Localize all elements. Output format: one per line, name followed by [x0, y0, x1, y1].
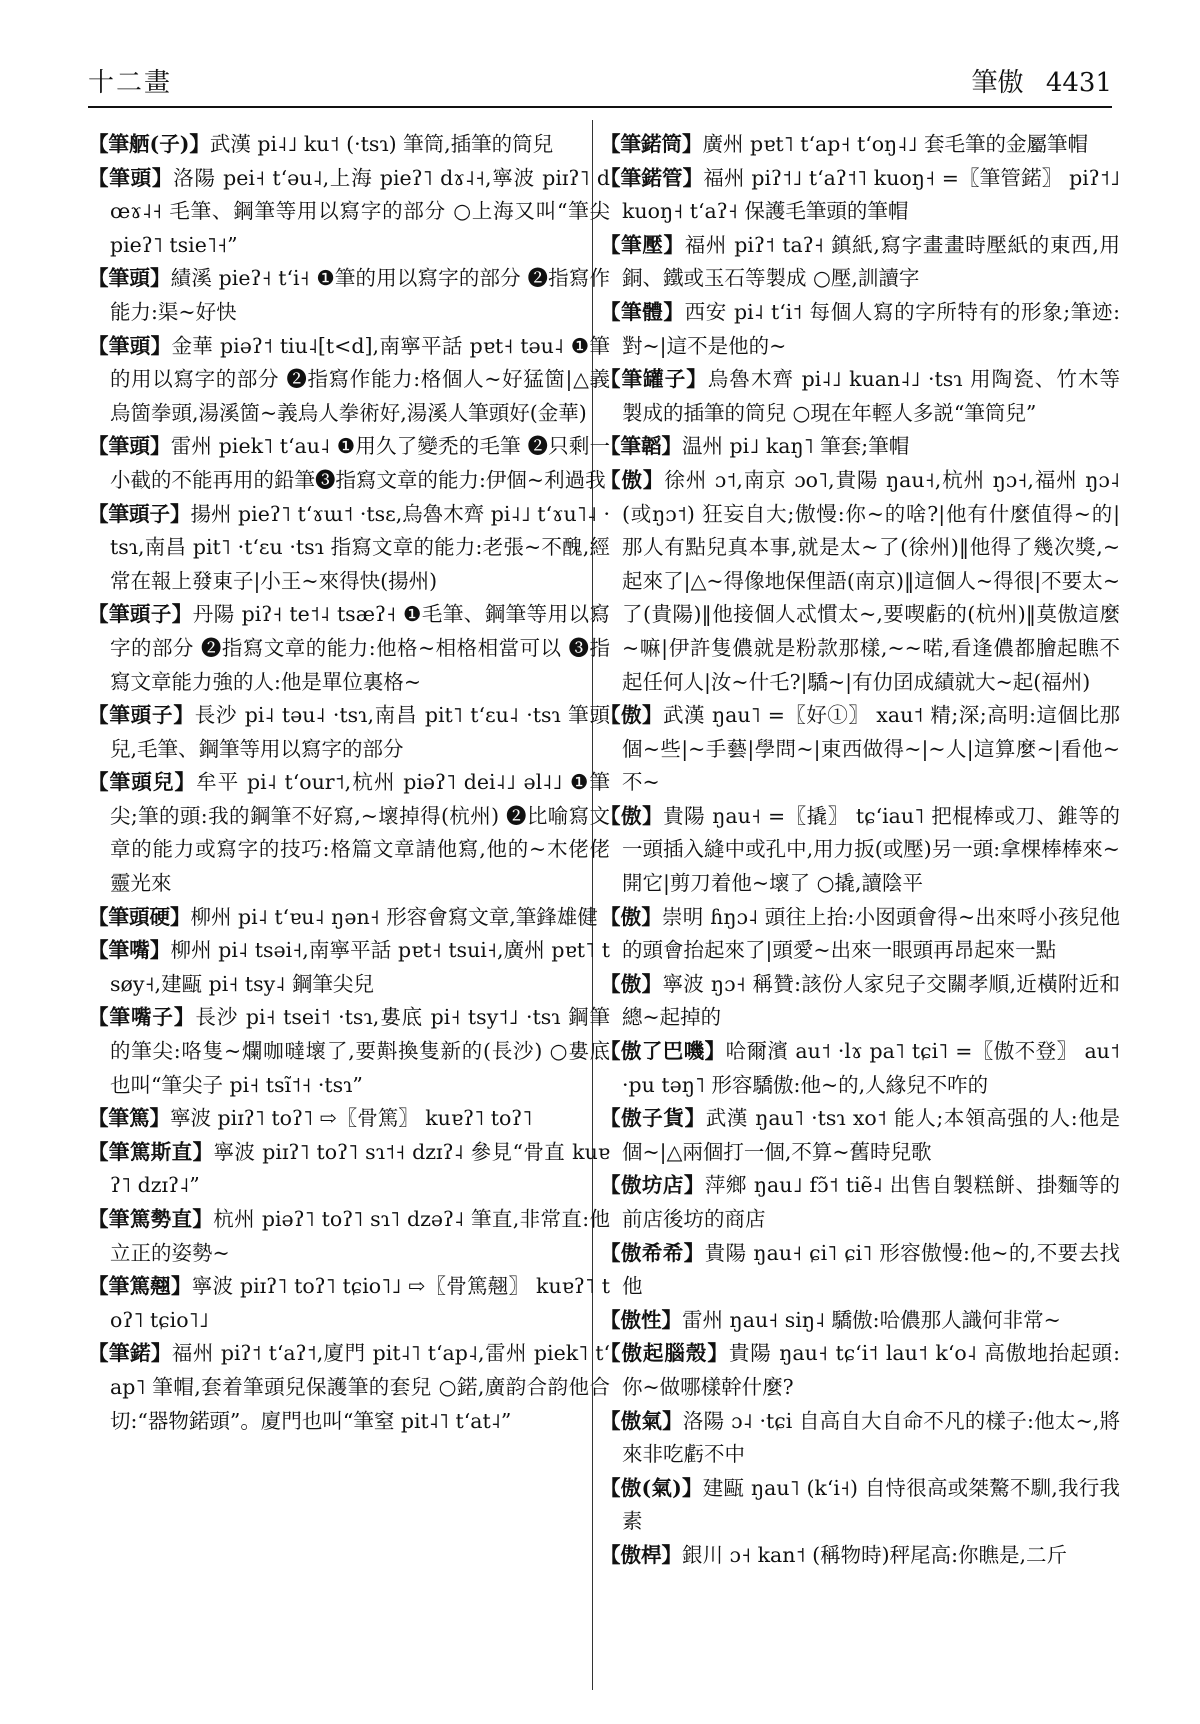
entry-text: 柳州 pi˨ tsəi˧,南寧平話 pɐt˧ tsui˧,廣州 pɐt˥ tsøy˧,建甌 pi˧ tsy˨ 鋼筆尖兒	[110, 938, 610, 996]
entry-text: 柳州 pi˨ tʻɐu˨ ŋən˧ 形容會寫文章,筆鋒雄健	[190, 904, 598, 929]
entry-headword: 【筆嘴】	[88, 938, 171, 963]
entry-headword: 【傲】	[600, 467, 665, 492]
entry-text: 銀川 ɔ˧ kan˦ (稱物時)秤尾高:你瞧是,二斤	[682, 1542, 1068, 1567]
entry-text: 雷州 ŋau˧ siŋ˨ 驕傲:哈儂那人識何非常~	[682, 1307, 1061, 1332]
entry-text: 杭州 piəʔ˥ toʔ˥ sɿ˥ dzəʔ˨ 筆直,非常直:他立正的姿勢~	[110, 1207, 610, 1265]
entry-headword: 【筆鍩管】	[600, 165, 704, 190]
entry-headword: 【傲】	[600, 803, 664, 828]
dictionary-entry	[88, 699, 610, 766]
dictionary-entry	[600, 1472, 1120, 1539]
entry-text: 寧波 piɪʔ˥ toʔ˥ ⇨〖骨篤〗 kuɐʔ˥ toʔ˥	[170, 1106, 533, 1131]
dictionary-entry	[600, 128, 1120, 162]
dictionary-entry	[600, 699, 1120, 800]
dictionary-entry	[600, 901, 1120, 968]
entry-headword: 【傲坊店】	[600, 1173, 705, 1198]
dictionary-entry	[88, 1337, 610, 1438]
entry-text: 貴陽 ŋau˧ =〖撬〗 tɕʻiau˥ 把棍棒或刀、錐等的一頭插入縫中或孔中,用力扳(或壓)另一頭:拿棵棒棒來~開它|剪刀着他~壞了 ○撬,讀陰平	[622, 803, 1121, 896]
entry-text: 寧波 ŋɔ˧ 稱贊:該份人家兒子交關孝順,近橫附近和總~起掉的	[622, 971, 1121, 1030]
entry-text: 徐州 ɔ˦,南京 ɔo˥,貴陽 ŋau˧,杭州 ŋɔ˧,福州 ŋɔ˨(或ŋɔ˦) 狂妄自大;傲慢:你~的啥?|他有什麼值得~的|那人有點兒真本事,就是太~了(徐州)‖他得了幾次獎,~起來了|△~得像地保俚語(南京)‖這個人~得很|不要太~了(貴陽)‖他接個人忒慣太~,要喫虧的(杭州)‖莫傲這麼~嘛|伊許隻儂就是粉款那樣,~~喏,看逢儂都膾起瞧不起任何人|汝~什乇?|驕~|有仂囝成績就大~起(福州)	[622, 467, 1121, 694]
entry-headword: 【筆頭子】	[88, 703, 195, 728]
entry-headword: 【筆頭子】	[88, 501, 191, 526]
running-head	[958, 62, 1112, 99]
dictionary-entry	[600, 1035, 1120, 1102]
dictionary-entry	[88, 128, 610, 162]
entry-headword: 【筆韜】	[600, 434, 682, 459]
dictionary-entry	[600, 1337, 1120, 1404]
entry-headword: 【筆篤翹】	[88, 1274, 192, 1299]
dictionary-entry	[88, 1102, 610, 1136]
section-title: 十二畫	[88, 68, 173, 98]
entry-text: 寧波 piɪʔ˥ toʔ˥ tɕio˥˩ ⇨〖骨篤翹〗 kuɐʔ˥ toʔ˥ tɕio˥˩	[110, 1274, 610, 1332]
dictionary-entry	[88, 934, 610, 1001]
entry-headword: 【筆篤勢直】	[88, 1207, 214, 1231]
dictionary-entry	[88, 766, 610, 900]
entry-headword: 【傲起腦殼】	[600, 1341, 729, 1366]
entry-headword: 【筆篤】	[88, 1106, 170, 1131]
dictionary-entry	[600, 363, 1120, 430]
entry-text: 貴陽 ŋau˧ tɕʻi˦ lau˦ kʻo˨ 高傲地抬起頭:你~做哪樣幹什麼?	[622, 1341, 1121, 1399]
dictionary-entry	[88, 598, 610, 699]
dictionary-entry	[600, 296, 1120, 363]
dictionary-entry	[600, 800, 1120, 901]
dictionary-entry	[600, 1304, 1120, 1338]
entry-headword: 【傲】	[600, 703, 663, 728]
entry-text: 丹陽 piʔ˧ te˦˨ tsæʔ˧ ❶毛筆、鋼筆等用以寫字的部分 ❷指寫文章的能力:他格~相格相當可以 ❸指寫文章能力強的人:他是單位裏格~	[110, 602, 610, 694]
dictionary-entry	[600, 229, 1120, 296]
entry-headword: 【筆頭硬】	[88, 904, 191, 929]
entry-text: 西安 pi˨ tʻi˦ 每個人寫的字所特有的形象;筆迹:對~|這不是他的~	[622, 299, 1121, 358]
entry-text: 雷州 piek˥ tʻau˨ ❶用久了變禿的毛筆 ❷只剩一小截的不能再用的鉛筆❸指寫文章的能力:伊個~利過我	[110, 434, 611, 492]
dictionary-entry	[600, 1405, 1120, 1472]
entry-text: 武漢 ŋau˥ ·tsɿ xo˦ 能人;本領高强的人:他是個~|△兩個打一個,不算~舊時兒歌	[622, 1106, 1121, 1164]
entry-text: 福州 piʔ˦˩ tʻaʔ˦˥ kuoŋ˧ =〖筆管鍩〗 piʔ˦˩ kuoŋ˧ tʻaʔ˧ 保護毛筆頭的筆帽	[622, 165, 1121, 224]
dictionary-entry	[600, 1169, 1120, 1236]
entry-text: 洛陽 pei˧ tʻəu˨,上海 pieʔ˥ dɤ˨˧,寧波 piɪʔ˥ dœɤ˨˧ 毛筆、鋼筆等用以寫字的部分 ○上海又叫“筆尖 pieʔ˥ tsie˥˧”	[110, 165, 610, 257]
entry-text: 武漢 pi˨˩ ku˦ (·tsɿ) 筆筒,插筆的筒兒	[209, 132, 554, 156]
entry-headword: 【筆頭兒】	[88, 770, 197, 795]
entry-headword: 【傲希希】	[600, 1240, 705, 1265]
right-column	[600, 128, 1120, 1573]
entry-text: 萍鄉 ŋau˩ fɔ̃˦ tiẽ˨ 出售自製糕餅、掛麵等的前店後坊的商店	[622, 1173, 1120, 1231]
entry-headword: 【傲子貨】	[600, 1106, 706, 1131]
entry-text: 哈爾濱 au˦ ·lɤ pa˥ tɕi˥ =〖傲不登〗 au˦ ·pu təŋ˥ 形容驕傲:他~的,人緣兒不咋的	[622, 1039, 1120, 1097]
entry-headword: 【筆舾(子)】	[88, 132, 210, 156]
entry-headword: 【筆頭】	[88, 333, 172, 358]
entry-text: 洛陽 ɔ˨ ·tɕi 自高自大自命不凡的樣子:他太~,將來非吃虧不中	[622, 1408, 1121, 1467]
dictionary-entry	[88, 162, 610, 263]
entry-text: 揚州 pieʔ˥ tʻɤɯ˦ ·tsɛ,烏魯木齊 pi˨˩ tʻɤu˥˨ ·tsɿ,南昌 pit˥ ·tʻɛu ·tsɿ 指寫文章的能力:老張~不醜,經常在報上發東子|小王~來得快(揚州)	[110, 501, 610, 593]
entry-headword: 【傲氣】	[600, 1408, 683, 1433]
dictionary-entry	[600, 1102, 1120, 1169]
entry-headword: 【傲性】	[600, 1307, 682, 1332]
dictionary-entry	[600, 1539, 1120, 1573]
entry-text: 金華 piəʔ˦ tiu˨[t<d],南寧平話 pɐt˧ təu˨ ❶筆的用以寫字的部分 ❷指寫作能力:格個人~好猛箇|△義烏箇拳頭,湯溪箇~義烏人拳術好,湯溪人筆頭好(金華)	[110, 333, 611, 425]
entry-text: 長沙 pi˨ təu˨ ·tsɿ,南昌 pit˥ tʻɛu˨ ·tsɿ 筆頭兒,毛筆、鋼筆等用以寫字的部分	[110, 703, 610, 761]
entry-headword: 【筆頭】	[88, 165, 174, 190]
dictionary-entry	[88, 901, 610, 935]
entry-headword: 【筆頭】	[88, 266, 171, 291]
dictionary-entry	[88, 330, 610, 431]
entry-text: 福州 piʔ˦ tʻaʔ˦,廈門 pit˨˥ tʻap˨,雷州 piek˥ tʻap˥ 筆帽,套着筆頭兒保護筆的套兒 ○鍩,廣韵合韵他合切:“器物鍩頭”。廈門也叫“筆窒 pit˨˥ tʻat˨”	[110, 1341, 610, 1433]
entry-text: 武漢 ŋau˥ =〖好①〗 xau˦ 精;深;高明:這個比那個~些|~手藝|學問~|東西做得~|~人|這算麼~|看他~不~	[622, 703, 1121, 795]
dictionary-entry	[600, 162, 1120, 229]
entry-text: 崇明 ɦŋɔ˨ 頭往上抬:小囡頭會得~出來哷小孩兒他的頭會抬起來了|頭愛~出來一眼頭再昂起來一點	[622, 904, 1120, 963]
entry-headword: 【傲】	[600, 904, 663, 929]
entry-headword: 【傲】	[600, 971, 663, 996]
running-keywords: 筆傲	[971, 68, 1024, 98]
dictionary-entry	[88, 498, 610, 599]
entry-headword: 【傲桿】	[600, 1542, 682, 1567]
page-number: 4431	[1045, 68, 1112, 98]
dictionary-entry	[88, 430, 610, 497]
dictionary-entry	[88, 1270, 610, 1337]
entry-text: 績溪 pieʔ˧ tʻi˧ ❶筆的用以寫字的部分 ❷指寫作能力:渠~好快	[110, 266, 611, 324]
entry-text: 温州 pi˩ kaŋ˥ 筆套;筆帽	[682, 434, 910, 459]
entry-text: 長沙 pi˧ tsei˦ ·tsɿ,婁底 pi˧ tsy˦˩ ·tsɿ 鋼筆的筆尖:咯隻~爛咖噠壞了,要斢換隻新的(長沙) ○婁底也叫“筆尖子 pi˧ tsĩ˦˧ ·tsɿ”	[110, 1005, 611, 1097]
entry-headword: 【筆鍩筒】	[600, 132, 703, 156]
dictionary-entry	[600, 430, 1120, 464]
entry-headword: 【傲(氣)】	[600, 1475, 703, 1500]
dictionary-entry	[600, 968, 1120, 1035]
dictionary-entry	[600, 1237, 1120, 1304]
entry-headword: 【筆罐子】	[600, 367, 708, 392]
page-header	[88, 62, 1112, 102]
dictionary-entry	[600, 464, 1120, 699]
entry-text: 寧波 piɪʔ˥ toʔ˥ sɿ˦˧ dzɪʔ˨ 參見“骨直 kuɐʔ˥ dzɪʔ˨”	[110, 1139, 610, 1198]
entry-headword: 【筆頭】	[88, 434, 171, 459]
entry-headword: 【傲了巴嘰】	[600, 1039, 726, 1064]
entry-text: 貴陽 ŋau˧ ɕi˥ ɕi˥ 形容傲慢:他~的,不要去找他	[622, 1240, 1121, 1299]
entry-text: 牟平 pi˨ tʻour˦,杭州 piəʔ˥ dei˨˩ əl˨˩ ❶筆尖;筆的頭:我的鋼筆不好寫,~壞掉得(杭州) ❷比喻寫文章的能力或寫字的技巧:格篇文章請他寫,他的~木佬佬靈光來	[110, 770, 611, 896]
entry-text: 建甌 ŋau˥ (kʻi˧) 自恃很高或桀驁不馴,我行我素	[622, 1475, 1121, 1534]
entry-headword: 【筆鍩】	[88, 1341, 172, 1366]
left-column	[88, 128, 610, 1438]
entry-headword: 【筆壓】	[600, 232, 685, 257]
entry-headword: 【筆頭子】	[88, 602, 193, 627]
dictionary-entry	[88, 1001, 610, 1102]
entry-headword: 【筆體】	[600, 299, 685, 324]
dictionary-entry	[88, 262, 610, 329]
entry-text: 福州 piʔ˦ taʔ˧ 鎮紙,寫字畫畫時壓紙的東西,用銅、鐵或玉石等製成 ○壓,訓讀字	[622, 232, 1121, 291]
entry-headword: 【筆嘴子】	[88, 1005, 196, 1030]
entry-text: 烏魯木齊 pi˨˩ kuan˨˩ ·tsɿ 用陶瓷、竹木等製成的插筆的筒兒 ○現在年輕人多説“筆筒兒”	[622, 367, 1121, 425]
dictionary-entry	[88, 1203, 610, 1270]
dictionary-entry	[88, 1136, 610, 1203]
header-rule	[88, 106, 1112, 108]
entry-headword: 【筆篤斯直】	[88, 1139, 214, 1164]
entry-text: 廣州 pɐt˥ tʻap˧ tʻoŋ˨˩ 套毛筆的金屬筆帽	[702, 132, 1088, 156]
